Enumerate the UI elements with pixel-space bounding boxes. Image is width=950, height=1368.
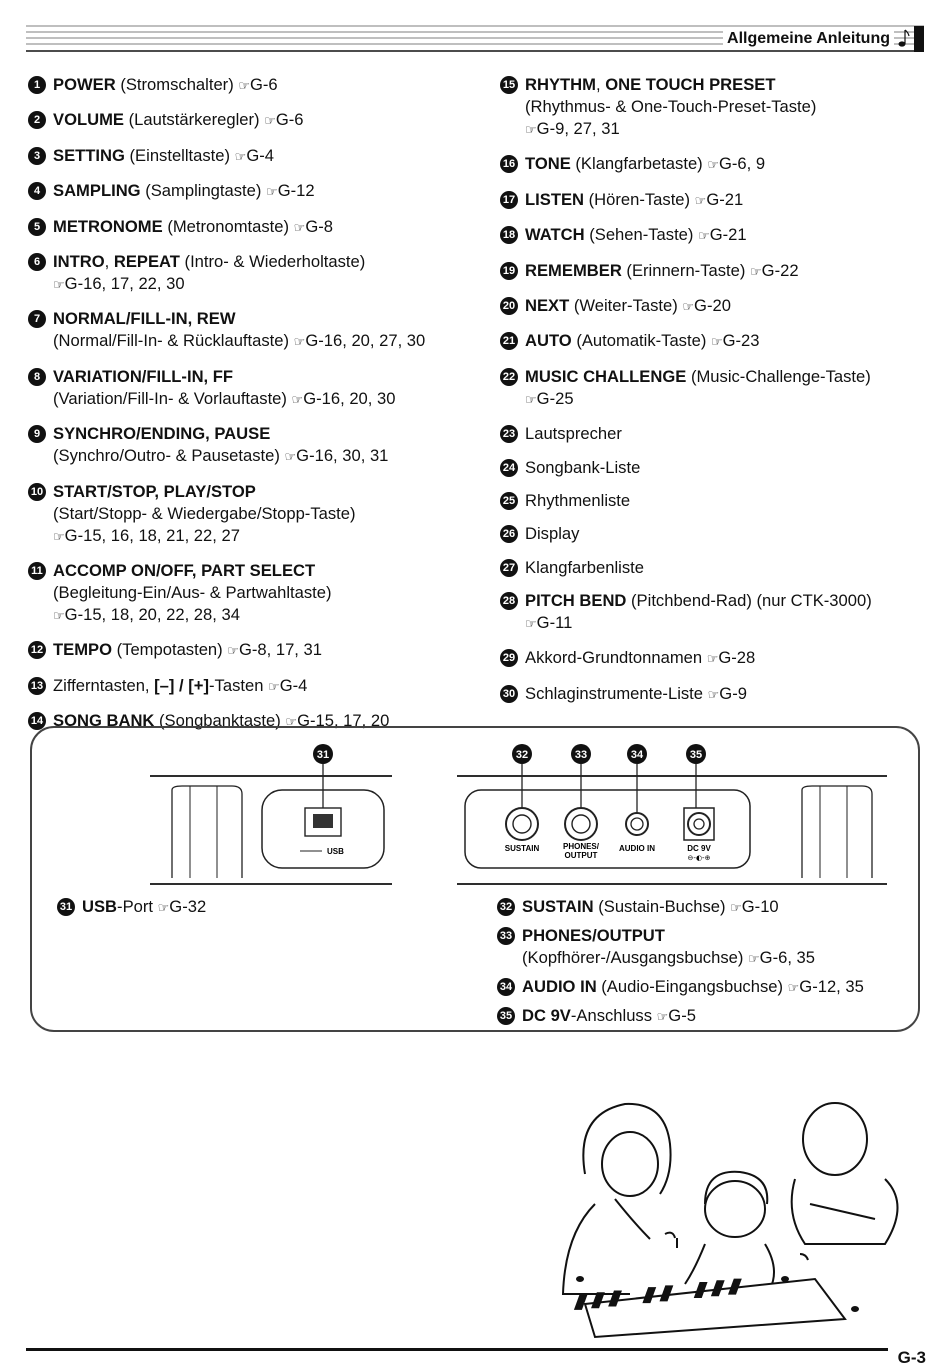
pointing-hand-icon: ☞ <box>706 652 719 668</box>
item-key-name: TEMPO <box>53 640 113 660</box>
page-reference-link[interactable] <box>695 189 744 213</box>
page-header-title: Allgemeine Anleitung <box>723 30 894 48</box>
item-description: (Metronomtaste) <box>162 216 294 236</box>
item-number-badge: 20 <box>500 297 518 315</box>
item-number-badge: 25 <box>500 492 518 510</box>
page-reference-text: G-21 <box>709 225 747 245</box>
left-item-list <box>28 74 468 745</box>
piano-keyboard-icon <box>555 1279 845 1337</box>
item-description: (Variation/Fill-In- & Vorlauftaste) <box>53 388 292 408</box>
dc-9v-jack-icon <box>684 808 714 840</box>
item-description: (Lautstärkeregler) <box>124 110 265 130</box>
page-reference-link[interactable] <box>235 145 274 169</box>
page-reference-text: G-8 <box>305 216 333 236</box>
page-reference-text: G-12 <box>277 181 315 201</box>
page-number: G-3 <box>897 1348 926 1367</box>
right-item-list <box>500 74 940 718</box>
item-number-badge: 29 <box>500 649 518 667</box>
item-key-name: NEXT <box>525 295 570 315</box>
polarity-symbol: ⊖-◐-⊕ <box>687 854 711 862</box>
item-number-badge: 5 <box>28 218 46 236</box>
item-description: (Audio-Eingangsbuchse) <box>596 977 788 996</box>
list-item <box>500 330 940 354</box>
item-key-name: PITCH BEND <box>525 591 627 611</box>
pointing-hand-icon: ☞ <box>750 264 762 280</box>
item-number-badge: 11 <box>28 562 46 580</box>
list-item <box>500 153 940 177</box>
list-item <box>28 675 468 699</box>
item-number-badge: 4 <box>28 182 46 200</box>
list-item <box>28 639 468 663</box>
item-key-name: NORMAL/FILL-IN, REW <box>53 309 236 329</box>
rear-panel-box <box>30 726 920 1032</box>
page-reference-text: G-6, 35 <box>759 948 815 967</box>
item-key-name: VOLUME <box>53 110 124 130</box>
pointing-hand-icon: ☞ <box>694 193 707 209</box>
pointing-hand-icon: ☞ <box>234 149 247 165</box>
item-key-name: SAMPLING <box>53 181 141 201</box>
list-item <box>28 366 468 412</box>
page-reference-text: G-11 <box>536 613 573 633</box>
item-description: (Intro- & Wiederholtaste) <box>179 251 366 271</box>
pointing-hand-icon: ☞ <box>268 679 280 695</box>
callout-badge <box>313 744 333 764</box>
pointing-hand-icon: ☞ <box>53 529 65 545</box>
page-reference-link[interactable] <box>748 947 815 971</box>
item-key-name: VARIATION/FILL-IN, FF <box>53 366 234 386</box>
item-description: (Normal/Fill-In- & Rücklauftaste) <box>53 331 294 351</box>
rear-panel-diagram <box>32 728 917 898</box>
pointing-hand-icon: ☞ <box>227 644 239 660</box>
item-number-badge: 31 <box>57 898 75 916</box>
item-number-badge: 18 <box>500 226 518 244</box>
item-description: (Sehen-Taste) <box>584 225 699 245</box>
list-item <box>497 1005 917 1029</box>
item-key-name: SONG BANK <box>53 711 155 731</box>
item-text: Lautsprecher <box>525 424 622 444</box>
item-description: -Port <box>117 897 158 916</box>
item-number-badge: 23 <box>500 425 518 443</box>
pointing-hand-icon: ☞ <box>525 123 537 138</box>
family-piano-illustration <box>555 1094 915 1339</box>
item-number-badge: 8 <box>28 368 46 386</box>
jack-label: PHONES/ <box>562 842 600 851</box>
pointing-hand-icon: ☞ <box>730 901 742 916</box>
page-reference-link[interactable] <box>750 260 799 284</box>
usb-port-icon <box>313 814 333 828</box>
item-key-name: RHYTHM <box>525 75 596 94</box>
item-number-badge: 32 <box>497 898 515 916</box>
page-reference-text: G-20 <box>694 295 731 315</box>
item-number-badge: 28 <box>500 592 518 610</box>
page-reference-text: G-32 <box>169 897 207 916</box>
item-key-name: POWER <box>53 75 116 94</box>
item-key-name: START/STOP, PLAY/STOP <box>53 481 256 501</box>
pointing-hand-icon: ☞ <box>293 220 306 236</box>
item-description: (Tempotasten) <box>112 640 228 660</box>
page-reference-link[interactable] <box>264 109 303 133</box>
list-item <box>500 523 940 545</box>
list-item <box>500 490 940 512</box>
list-item <box>500 74 940 142</box>
pointing-hand-icon: ☞ <box>682 299 695 315</box>
pointing-hand-icon: ☞ <box>656 1010 669 1025</box>
callout-badge <box>512 744 532 764</box>
item-key-name: REPEAT <box>113 251 180 271</box>
item-text: Klangfarbenliste <box>525 557 645 577</box>
list-item <box>500 224 940 248</box>
list-item <box>500 683 940 707</box>
pointing-hand-icon: ☞ <box>787 981 800 996</box>
item-number-badge: 12 <box>28 641 46 659</box>
pointing-hand-icon: ☞ <box>291 392 304 408</box>
item-description: (Rhythmus- & One-Touch-Preset-Taste) <box>525 97 817 116</box>
item-number-badge: 17 <box>500 191 518 209</box>
footer-rule <box>26 1348 888 1351</box>
usb-port-label: USB <box>327 847 344 856</box>
item-key-name: AUDIO IN <box>522 977 597 996</box>
page-reference-text: G-4 <box>246 145 274 165</box>
item-description: (Pitchbend-Rad) (nur CTK-3000) <box>626 591 872 611</box>
pointing-hand-icon: ☞ <box>698 229 710 245</box>
page-reference-text: G-22 <box>761 260 799 280</box>
item-number-badge: 16 <box>500 155 518 173</box>
item-description: -Anschluss <box>570 1006 657 1025</box>
list-item <box>28 109 468 133</box>
item-number-badge: 24 <box>500 459 518 477</box>
page-reference-text: G-15, 18, 20, 22, 28, 34 <box>64 604 240 624</box>
pointing-hand-icon: ☞ <box>707 158 719 174</box>
svg-text:32: 32 <box>515 749 529 761</box>
page-reference-link[interactable] <box>53 525 240 549</box>
list-item <box>28 180 468 204</box>
item-key-name: SETTING <box>53 145 125 165</box>
svg-text:35: 35 <box>689 749 703 761</box>
page-reference-text: G-16, 20, 30 <box>303 388 396 408</box>
item-number-badge: 3 <box>28 147 46 165</box>
svg-text:33: 33 <box>574 749 588 761</box>
pointing-hand-icon: ☞ <box>710 335 723 351</box>
item-description: (Erinnern-Taste) <box>621 260 750 280</box>
item-number-badge: 27 <box>500 559 518 577</box>
page-reference-text: G-23 <box>722 331 760 351</box>
item-key-name: SYNCHRO/ENDING, PAUSE <box>53 424 271 444</box>
page-reference-text: G-21 <box>706 189 744 209</box>
svg-text:34: 34 <box>630 749 644 761</box>
pointing-hand-icon: ☞ <box>53 608 65 624</box>
item-key-name: [–] / [+] <box>154 675 210 695</box>
item-number-badge: 35 <box>497 1007 515 1025</box>
page-reference-link[interactable] <box>292 388 396 412</box>
list-item <box>28 216 468 240</box>
list-item <box>500 557 940 579</box>
item-text: Akkord-Grundtonnamen <box>525 648 707 668</box>
page-reference-text: G-5 <box>668 1006 696 1025</box>
item-key-name: LISTEN <box>525 189 585 209</box>
item-key-name: PHONES/OUTPUT <box>522 926 665 945</box>
page-reference-text: G-6, 9 <box>718 154 766 174</box>
item-description: (Start/Stopp- & Wiedergabe/Stopp-Taste) <box>53 503 356 523</box>
pointing-hand-icon: ☞ <box>525 617 537 633</box>
item-text: Zifferntasten, <box>53 675 155 695</box>
page-reference-text: G-28 <box>718 648 756 668</box>
list-item <box>500 295 940 319</box>
item-text: Schlaginstrumente-Liste <box>525 683 708 703</box>
page-reference-link[interactable] <box>294 330 426 354</box>
list-item <box>500 423 940 445</box>
item-number-badge: 10 <box>28 483 46 501</box>
pointing-hand-icon: ☞ <box>157 901 170 916</box>
list-item <box>500 260 940 284</box>
page-reference-link[interactable] <box>285 445 389 469</box>
pointing-hand-icon: ☞ <box>525 392 537 408</box>
item-description: (Klangfarbetaste) <box>570 154 708 174</box>
item-description: (Begleitung-Ein/Aus- & Partwahltaste) <box>53 582 332 602</box>
page-reference-text: G-12, 35 <box>799 977 864 996</box>
item-description: (Automatik-Taste) <box>571 331 711 351</box>
item-key-name: ONE TOUCH PRESET <box>605 75 776 94</box>
page-reference-link[interactable] <box>682 295 731 319</box>
list-item <box>497 976 917 1000</box>
page-reference-link[interactable] <box>53 273 185 297</box>
sustain-jack-icon <box>506 808 538 840</box>
item-number-badge: 30 <box>500 685 518 703</box>
svg-text:31: 31 <box>316 749 330 761</box>
item-key-name: WATCH <box>525 225 585 245</box>
item-number-badge: 19 <box>500 262 518 280</box>
pointing-hand-icon: ☞ <box>53 277 65 293</box>
item-number-badge: 34 <box>497 978 515 996</box>
page-reference-text: G-6 <box>250 75 278 94</box>
page-reference-link[interactable] <box>707 647 756 671</box>
item-number-badge: 7 <box>28 310 46 328</box>
list-item <box>28 481 468 549</box>
page-reference-link[interactable] <box>730 896 779 920</box>
page-reference-link[interactable] <box>707 153 765 177</box>
page-reference-link[interactable] <box>294 216 333 240</box>
callout-badge <box>686 744 706 764</box>
item-description: (Kopfhörer-/Ausgangsbuchse) <box>522 948 748 967</box>
item-number-badge: 13 <box>28 677 46 695</box>
audio-in-jack-icon <box>626 813 648 835</box>
page-reference-link[interactable] <box>698 224 747 248</box>
item-text: Rhythmenliste <box>525 490 631 510</box>
jack-label: SUSTAIN <box>504 844 540 853</box>
list-item <box>500 590 940 636</box>
item-key-name: MUSIC CHALLENGE <box>525 366 687 386</box>
panel-right-list <box>497 896 917 1034</box>
page-reference-text: G-16, 30, 31 <box>296 446 389 466</box>
item-key-name: SUSTAIN <box>522 897 594 916</box>
pointing-hand-icon: ☞ <box>264 114 276 130</box>
item-number-badge: 21 <box>500 332 518 350</box>
item-description: (Sustain-Buchse) <box>593 897 731 916</box>
item-text: , <box>595 75 606 94</box>
jack-label: DC 9V <box>687 844 711 853</box>
list-item <box>500 457 940 479</box>
item-description: -Tasten <box>209 675 269 695</box>
page-reference-link[interactable] <box>158 896 207 920</box>
list-item <box>497 925 917 971</box>
item-text: Songbank-Liste <box>525 457 641 477</box>
callout-badge <box>571 744 591 764</box>
item-description: (Weiter-Taste) <box>569 295 683 315</box>
page-reference-link[interactable] <box>238 74 277 98</box>
list-item <box>28 145 468 169</box>
item-description: (Hören-Taste) <box>584 189 695 209</box>
list-item <box>500 647 940 671</box>
page-reference-text: G-16, 17, 22, 30 <box>64 273 185 293</box>
page-reference-text: G-25 <box>536 388 574 408</box>
item-key-name: METRONOME <box>53 216 163 236</box>
page-reference-link[interactable] <box>711 330 760 354</box>
item-number-badge: 9 <box>28 425 46 443</box>
page-reference-link[interactable] <box>657 1005 696 1029</box>
item-text: , <box>104 251 114 271</box>
page-reference-text: G-9, 27, 31 <box>536 119 620 138</box>
list-item <box>28 251 468 297</box>
item-number-badge: 14 <box>28 712 46 730</box>
pointing-hand-icon: ☞ <box>285 715 298 731</box>
item-number-badge: 26 <box>500 525 518 543</box>
pointing-hand-icon: ☞ <box>238 79 250 94</box>
page-reference-text: G-4 <box>279 675 308 695</box>
item-text: Display <box>525 524 580 544</box>
jack-label: AUDIO IN <box>619 844 655 853</box>
page-reference-link[interactable] <box>53 604 240 628</box>
item-description: (Music-Challenge-Taste) <box>686 366 871 386</box>
page-reference-link[interactable] <box>227 639 322 663</box>
page-reference-link[interactable] <box>525 388 574 412</box>
list-item <box>497 896 917 920</box>
list-item <box>28 308 468 354</box>
item-description: (Songbanktaste) <box>154 711 286 731</box>
item-key-name: REMEMBER <box>525 260 622 280</box>
page-reference-link[interactable] <box>268 675 307 699</box>
jack-label: OUTPUT <box>564 851 598 860</box>
page-reference-text: G-8, 17, 31 <box>238 640 322 660</box>
callout-badge <box>627 744 647 764</box>
list-item <box>28 423 468 469</box>
list-item <box>28 560 468 628</box>
item-key-name: USB <box>82 897 118 916</box>
page-reference-link[interactable] <box>525 118 620 142</box>
list-item <box>57 896 477 920</box>
item-key-name: DC 9V <box>522 1006 571 1025</box>
item-key-name: ACCOMP ON/OFF, PART SELECT <box>53 560 316 580</box>
list-item <box>28 74 468 98</box>
page-reference-text: G-9 <box>719 683 747 703</box>
item-key-name: TONE <box>525 154 571 174</box>
list-item <box>500 366 940 412</box>
item-description: (Synchro/Outro- & Pausetaste) <box>53 446 285 466</box>
pointing-hand-icon: ☞ <box>266 185 278 201</box>
pointing-hand-icon: ☞ <box>707 687 720 703</box>
list-item <box>500 189 940 213</box>
page-reference-text: G-15, 17, 20 <box>297 711 390 731</box>
page-reference-link[interactable] <box>525 612 572 636</box>
page-reference-text: G-10 <box>741 897 779 916</box>
pointing-hand-icon: ☞ <box>293 335 306 351</box>
item-key-name: AUTO <box>525 331 572 351</box>
page-reference-text: G-15, 16, 18, 21, 22, 27 <box>64 525 240 545</box>
page-reference-text: G-6 <box>275 110 304 130</box>
item-number-badge: 22 <box>500 368 518 386</box>
page-reference-link[interactable] <box>788 976 864 1000</box>
item-key-name: INTRO <box>53 251 105 271</box>
panel-left-list <box>57 896 477 925</box>
item-number-badge: 2 <box>28 111 46 129</box>
page-reference-link[interactable] <box>708 683 747 707</box>
phones-output-jack-icon <box>565 808 597 840</box>
item-number-badge: 1 <box>28 76 46 94</box>
item-number-badge: 15 <box>500 76 518 94</box>
pointing-hand-icon: ☞ <box>284 450 297 466</box>
item-description: (Stromschalter) <box>115 75 239 94</box>
page-reference-text: G-16, 20, 27, 30 <box>305 331 426 351</box>
item-number-badge: 6 <box>28 253 46 271</box>
page-reference-link[interactable] <box>266 180 315 204</box>
pointing-hand-icon: ☞ <box>748 952 760 967</box>
item-description: (Samplingtaste) <box>140 181 267 201</box>
item-number-badge: 33 <box>497 927 515 945</box>
item-description: (Einstelltaste) <box>124 145 235 165</box>
